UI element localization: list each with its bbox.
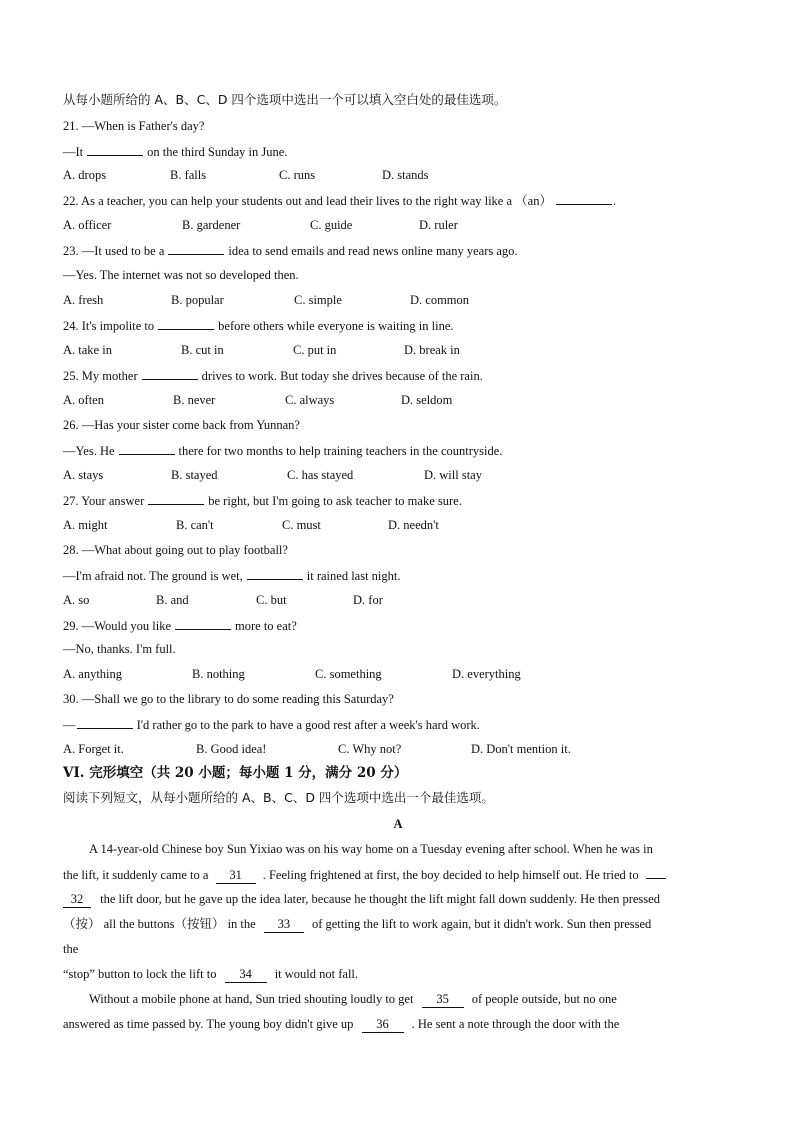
passage-line: A 14-year-old Chinese boy Sun Yixiao was on his way home on a Tuesday evening after school. When he was in <box>89 842 653 856</box>
blank-31[interactable]: 31 <box>216 867 256 884</box>
question-21-answer: —It on the third Sunday in June. <box>63 145 288 159</box>
option-a[interactable]: A. often <box>63 393 104 407</box>
option-b[interactable]: B. never <box>173 393 216 407</box>
answer-blank[interactable] <box>168 242 224 255</box>
blank-36[interactable]: 36 <box>362 1016 404 1033</box>
answer-blank[interactable] <box>119 442 175 455</box>
passage-line: the <box>63 942 79 956</box>
passage-line: “stop” button to lock the lift to 34 it would not fall. <box>63 967 359 981</box>
option-b[interactable]: B. Good idea! <box>196 742 267 756</box>
blank-33[interactable]: 33 <box>264 916 304 933</box>
option-c[interactable]: C. guide <box>310 218 353 232</box>
option-a[interactable]: A. anything <box>63 667 123 681</box>
option-b[interactable]: B. can't <box>176 518 214 532</box>
option-b[interactable]: B. stayed <box>171 468 218 482</box>
blank-32[interactable]: 32 <box>63 891 91 908</box>
question-28-answer: —I'm afraid not. The ground is wet, it rained last night. <box>63 569 401 583</box>
passage-line: 32 the lift door, but he gave up the idea later, because he thought the lift might fall down suddenly. He then pressed <box>63 891 733 908</box>
blank-35[interactable]: 35 <box>422 991 464 1008</box>
question-25: 25. My mother drives to work. But today she drives because of the rain. <box>63 369 483 383</box>
option-a[interactable]: A. might <box>63 518 108 532</box>
option-d[interactable]: D. needn't <box>388 518 439 532</box>
option-a[interactable]: A. Forget it. <box>63 742 124 756</box>
question-30-answer: — I'd rather go to the park to have a good rest after a week's hard work. <box>63 718 480 732</box>
answer-blank[interactable] <box>77 716 133 729</box>
option-c[interactable]: C. but <box>256 593 287 607</box>
section-instruction: 阅读下列短文，从每小题所给的 A、B、C、D 四个选项中选出一个最佳选项。 <box>63 790 494 805</box>
question-29: 29. —Would you like more to eat? <box>63 619 297 633</box>
option-d[interactable]: D. ruler <box>419 218 458 232</box>
question-28: 28. —What about going out to play football? <box>63 543 288 557</box>
answer-blank[interactable] <box>158 317 214 330</box>
question-21: 21. —When is Father's day? <box>63 119 205 133</box>
option-b[interactable]: B. cut in <box>181 343 224 357</box>
option-a[interactable]: A. drops <box>63 168 107 182</box>
option-c[interactable]: C. always <box>285 393 335 407</box>
answer-blank[interactable] <box>87 143 143 156</box>
question-23-answer: —Yes. The internet was not so developed then. <box>63 268 299 282</box>
option-d[interactable]: D. will stay <box>424 468 482 482</box>
intro-instruction: 从每小题所给的 A、B、C、D 四个选项中选出一个可以填入空白处的最佳选项。 <box>63 92 507 107</box>
question-26: 26. —Has your sister come back from Yunnan? <box>63 418 300 432</box>
option-c[interactable]: C. something <box>315 667 382 681</box>
passage-line: （按） all the buttons（按钮） in the 33 of getting the lift to work again, but it didn't work. Sun then pressed <box>63 917 652 931</box>
option-b[interactable]: B. popular <box>171 293 224 307</box>
option-d[interactable]: D. break in <box>404 343 460 357</box>
question-27: 27. Your answer be right, but I'm going to ask teacher to make sure. <box>63 494 462 508</box>
option-b[interactable]: B. gardener <box>182 218 241 232</box>
option-a[interactable]: A. fresh <box>63 293 104 307</box>
option-c[interactable]: C. must <box>282 518 321 532</box>
question-24: 24. It's impolite to before others while everyone is waiting in line. <box>63 319 454 333</box>
passage-line: Without a mobile phone at hand, Sun tried shouting loudly to get 35 of people outside, but no one <box>89 992 617 1006</box>
option-c[interactable]: C. simple <box>294 293 342 307</box>
option-b[interactable]: B. and <box>156 593 189 607</box>
option-d[interactable]: D. seldom <box>401 393 453 407</box>
blank-32-start <box>646 866 666 879</box>
option-c[interactable]: C. put in <box>293 343 337 357</box>
option-a[interactable]: A. stays <box>63 468 104 482</box>
answer-blank[interactable] <box>148 492 204 505</box>
option-d[interactable]: D. common <box>410 293 470 307</box>
option-d[interactable]: D. stands <box>382 168 429 182</box>
option-a[interactable]: A. officer <box>63 218 112 232</box>
blank-34[interactable]: 34 <box>225 966 267 983</box>
option-d[interactable]: D. everything <box>452 667 521 681</box>
passage-line: answered as time passed by. The young boy didn't give up 36 . He sent a note through the door with the <box>63 1017 620 1031</box>
option-c[interactable]: C. Why not? <box>338 742 402 756</box>
option-a[interactable]: A. take in <box>63 343 112 357</box>
option-b[interactable]: B. falls <box>170 168 207 182</box>
question-29-answer: —No, thanks. I'm full. <box>63 642 176 656</box>
question-22: 22. As a teacher, you can help your students out and lead their lives to the right way like a （an） . <box>63 194 617 208</box>
option-a[interactable]: A. so <box>63 593 90 607</box>
answer-blank[interactable] <box>175 617 231 630</box>
answer-blank[interactable] <box>247 567 303 580</box>
option-d[interactable]: D. for <box>353 593 383 607</box>
answer-blank[interactable] <box>556 192 612 205</box>
question-30: 30. —Shall we go to the library to do some reading this Saturday? <box>63 692 394 706</box>
answer-blank[interactable] <box>142 367 198 380</box>
section-title: VI. 完形填空（共 20 小题；每小题 1 分，满分 20 分） <box>63 765 408 781</box>
question-26-answer: —Yes. He there for two months to help training teachers in the countryside. <box>63 444 503 458</box>
option-d[interactable]: D. Don't mention it. <box>471 742 571 756</box>
passage-label: A <box>393 817 403 831</box>
passage-line: the lift, it suddenly came to a 31 . Feeling frightened at first, the boy decided to help himself out. He tried to <box>63 866 733 884</box>
option-c[interactable]: C. has stayed <box>287 468 354 482</box>
option-c[interactable]: C. runs <box>279 168 316 182</box>
question-23: 23. —It used to be a idea to send emails and read news online many years ago. <box>63 244 518 258</box>
option-b[interactable]: B. nothing <box>192 667 245 681</box>
